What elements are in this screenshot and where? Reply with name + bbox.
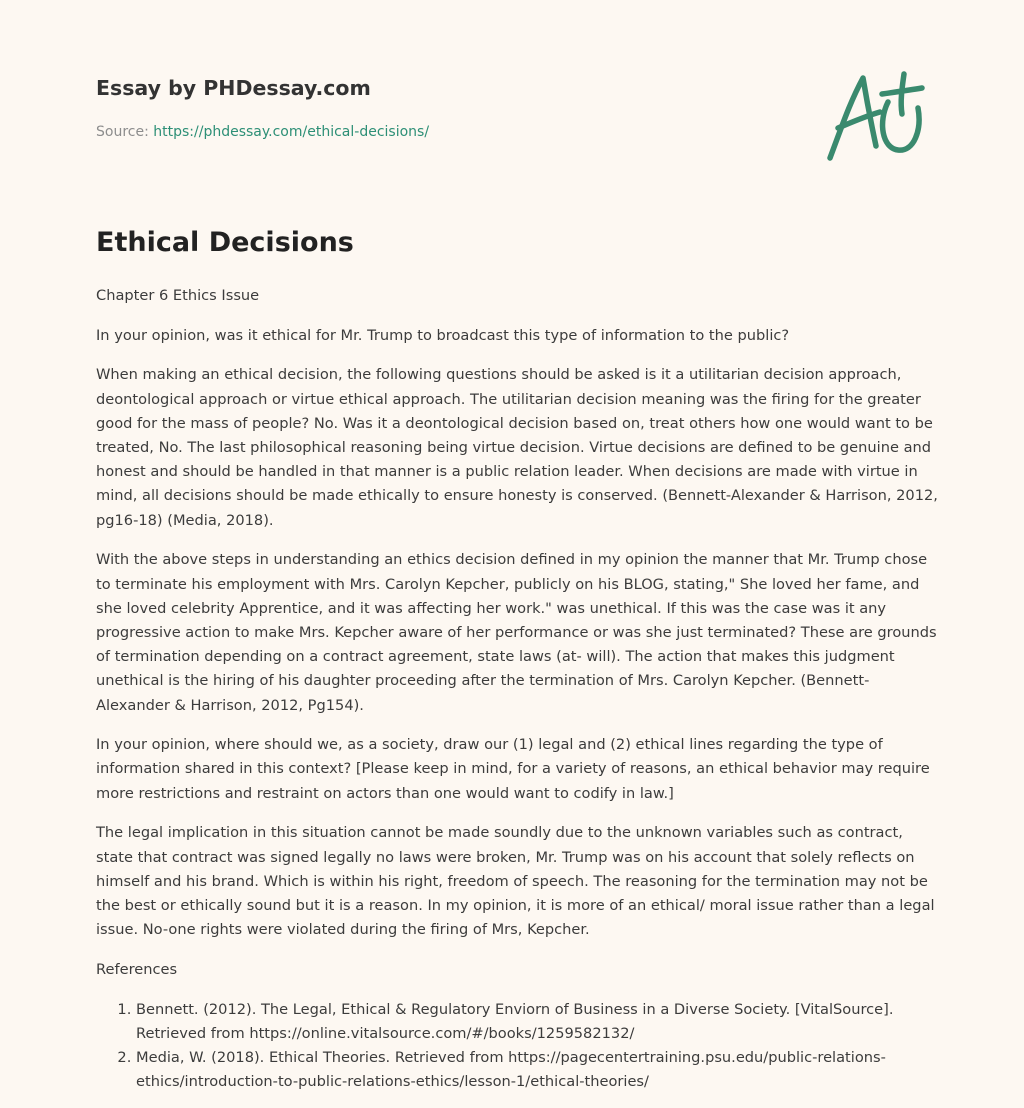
paragraph: In your opinion, was it ethical for Mr. Trump to broadcast this type of information to the public? (96, 326, 790, 344)
reference-item: 1. Bennett. (2012). The Legal, Ethical & Regulatory Enviorn of Business in a Diverse Society. [VitalSource]. Retrieved from https://online.vitalsource.com/#/books/1259582132/ (136, 998, 938, 1046)
reference-list (96, 998, 938, 1095)
source-label: Source: (96, 124, 149, 140)
paragraph: When making an ethical decision, the following questions should be asked is it a utilitarian decision approach, deontological approach or virtue ethical approach. The utilitarian decision meaning was the firing for the greater good for the mass of people? No. Was it a deontological decision based on, treat others how one would want to be treated, No. The last philosophical reasoning being virtue decision. Virtue decisions are defined to be genuine and honest and should be handled in that manner is a public relation leader. When decisions are made with virtue in mind, all decisions should be made ethically to ensure honesty is conserved. (Bennett-Alexander & Harrison, 2012, pg16-18) (Media, 2018). (96, 366, 938, 529)
paragraph: The legal implication in this situation cannot be made soundly due to the unknown variables such as contract, state that contract was signed legally no laws were broken, Mr. Trump was on his account that solely reflects on himself and his brand. Which is within his right, freedom of speech. The reasoning for the termination may not be the best or ethically sound but it is a reason. In my opinion, it is more of an ethical/ moral issue rather than a legal issue. No-one rights were violated during the firing of Mrs, Kepcher. (96, 824, 935, 939)
source-line (96, 124, 429, 140)
paragraph: In your opinion, where should we, as a society, draw our (1) legal and (2) ethical lines regarding the type of information shared in this context? [Please keep in mind, for a variety of reasons, an ethical behavior may require more restrictions and restraint on actors than one would want to codify in law.] (96, 736, 930, 802)
paragraph: Chapter 6 Ethics Issue (96, 287, 260, 304)
a-plus-logo-icon (820, 66, 930, 166)
essay-body (96, 284, 938, 1094)
paragraph: With the above steps in understanding an ethics decision defined in my opinion the manner that Mr. Trump chose to terminate his employment with Mrs. Carolyn Kepcher, publicly on his BLOG, stating," She loved her fame, and she loved celebrity Apprentice, and it was affecting her work." was unethical. If this was the case was it any progressive action to make Mrs. Kepcher aware of her performance or was she just terminated? These are grounds of termination depending on a contract agreement, state laws (at- will). The action that makes this judgment unethical is the hiring of his daughter proceeding after the termination of Mrs. Carolyn Kepcher. (Bennett-Alexander & Harrison, 2012, Pg154). (96, 551, 937, 714)
site-title: Essay by PHDessay.com (96, 76, 371, 100)
references-heading: References (96, 960, 178, 978)
page-title: Ethical Decisions (96, 227, 354, 258)
source-link[interactable]: https://phdessay.com/ethical-decisions/ (153, 124, 430, 140)
reference-item: 2. Media, W. (2018). Ethical Theories. Retrieved from https://pagecentertraining.psu.edu/public-relations-ethics/introduction-to-public-relations-ethics/lesson-1/ethical-theories/ (136, 1046, 938, 1094)
